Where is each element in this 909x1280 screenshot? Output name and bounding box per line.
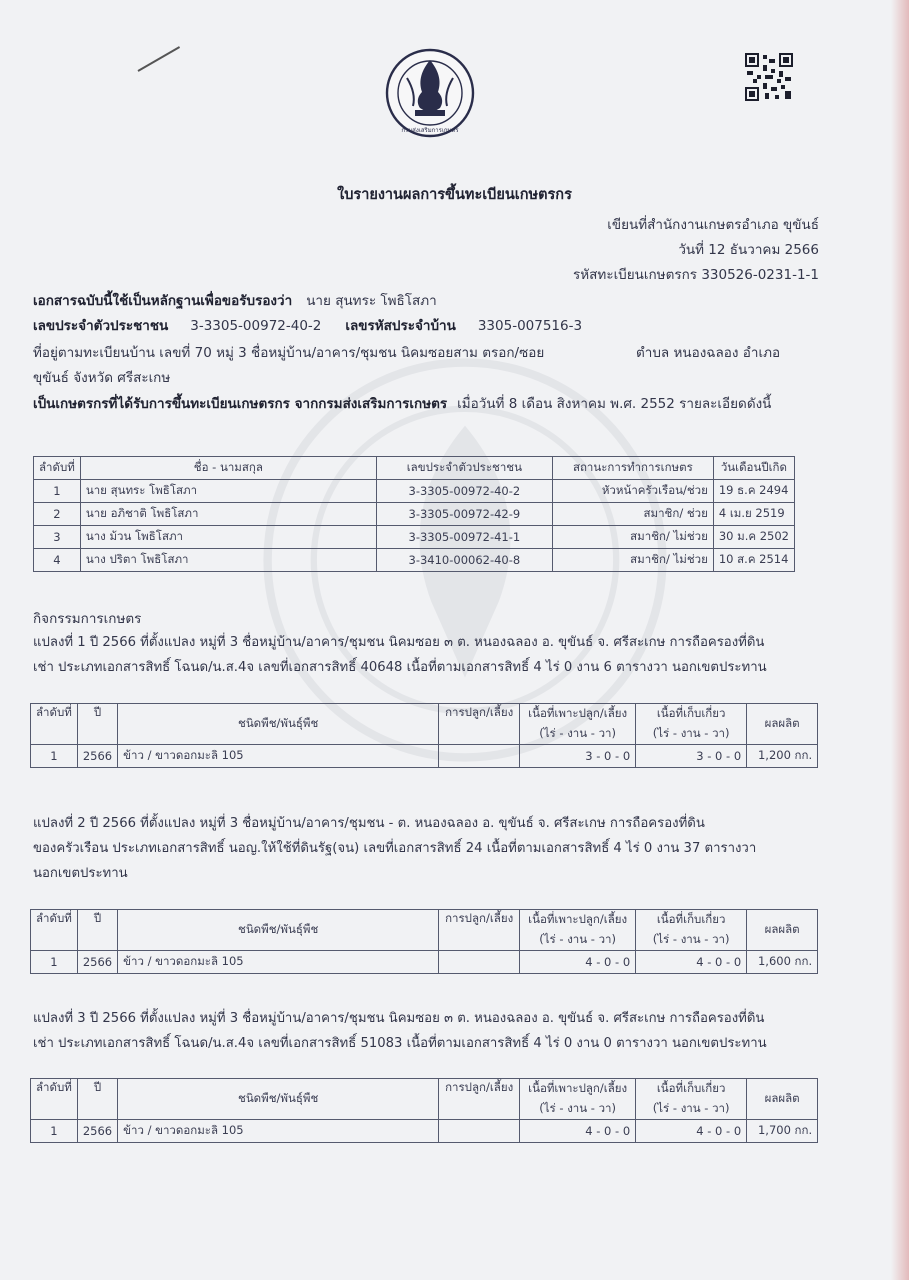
col-header: การปลูก/เลี้ยง xyxy=(439,704,520,745)
table-cell: 3 - 0 - 0 xyxy=(636,745,747,768)
unit-label: (ไร่ - งาน - วา) xyxy=(636,724,747,745)
registration-statement: เป็นเกษตรกรที่ได้รับการขึ้นทะเบียนเกษตรกร จากกรมส่งเสริมการเกษตร xyxy=(33,396,448,412)
house-code-value: 3305-007516-3 xyxy=(477,318,583,334)
table-cell: นาย สุนทระ โพธิโสภา xyxy=(80,480,376,503)
table-cell: 2566 xyxy=(77,1120,117,1143)
activities-heading: กิจกรรมการเกษตร xyxy=(33,611,142,627)
col-header: ลำดับที่ xyxy=(31,1079,78,1120)
col-header: ผลผลิต xyxy=(747,910,818,951)
table-cell: 3-3410-00062-40-8 xyxy=(376,549,552,572)
pen-mark xyxy=(138,46,181,72)
col-header: เนื้อที่เก็บเกี่ยว xyxy=(636,1079,747,1100)
col-header: ลำดับที่ xyxy=(31,704,78,745)
plot-1-line-1: แปลงที่ 1 ปี 2566 ที่ตั้งแปลง หมู่ที่ 3 ชื่อหมู่บ้าน/อาคาร/ชุมชน นิคมซอย ๓ ต. หนองฉลอง อ. ขุขันธ์ จ. ศรีสะเกษ การถือครองที่ดิน xyxy=(33,635,765,650)
address-line-2: ขุขันธ์ จังหวัด ศรีสะเกษ xyxy=(33,370,171,386)
col-header: การปลูก/เลี้ยง xyxy=(439,910,520,951)
table-cell: 1,200 กก. xyxy=(747,745,818,768)
certification-line xyxy=(33,289,437,311)
table-cell: 4 - 0 - 0 xyxy=(520,951,636,974)
col-header: เนื้อที่เพาะปลูก/เลี้ยง xyxy=(520,910,636,931)
table-cell: 1,600 กก. xyxy=(747,951,818,974)
col-header: ชื่อ - นามสกุล xyxy=(80,457,376,480)
col-header: ปี xyxy=(77,910,117,951)
registration-line xyxy=(33,392,771,414)
table-cell: 10 ส.ค 2514 xyxy=(713,549,794,572)
document-title: ใบรายงานผลการขึ้นทะเบียนเกษตรกร xyxy=(337,187,572,203)
table-cell: นาง ปริตา โพธิโสภา xyxy=(80,549,376,572)
plot-2-line-3: นอกเขตประทาน xyxy=(33,866,128,881)
table-cell: 3 xyxy=(34,526,81,549)
table-row xyxy=(31,1120,818,1143)
table-cell xyxy=(439,951,520,974)
table-cell: ข้าว / ขาวดอกมะลิ 105 xyxy=(118,1120,439,1143)
table-cell: 3 - 0 - 0 xyxy=(520,745,636,768)
table-header-row xyxy=(34,457,795,480)
table-row xyxy=(34,480,795,503)
col-header: ชนิดพืช/พันธุ์พืช xyxy=(118,1079,439,1120)
table-cell: 4 เม.ย 2519 xyxy=(713,503,794,526)
col-header: เนื้อที่เพาะปลูก/เลี้ยง xyxy=(520,704,636,725)
col-header: เนื้อที่เพาะปลูก/เลี้ยง xyxy=(520,1079,636,1100)
table-cell: 3-3305-00972-41-1 xyxy=(376,526,552,549)
plot-3-line-2: เช่า ประเภทเอกสารสิทธิ์ โฉนด/น.ส.4จ เลขที่เอกสารสิทธิ์ 51083 เนื้อที่ตามเอกสารสิทธิ์ 4 ไร่ 0 งาน 0 ตารางวา นอกเขตประทาน xyxy=(33,1036,767,1051)
col-header: ปี xyxy=(77,704,117,745)
plot-2-line-2: ของครัวเรือน ประเภทเอกสารสิทธิ์ นอญ.ให้ใช้ที่ดินรัฐ(จน) เลขที่เอกสารสิทธิ์ 24 เนื้อที่ตามเอกสารสิทธิ์ 4 ไร่ 0 งาน 37 ตารางวา xyxy=(33,841,757,856)
col-header: ผลผลิต xyxy=(747,704,818,745)
unit-label: (ไร่ - งาน - วา) xyxy=(520,1099,636,1120)
table-cell: 19 ธ.ค 2494 xyxy=(713,480,794,503)
unit-label: (ไร่ - งาน - วา) xyxy=(520,930,636,951)
table-cell: 1 xyxy=(34,480,81,503)
col-header: ลำดับที่ xyxy=(31,910,78,951)
table-cell: 2 xyxy=(34,503,81,526)
table-cell: 30 ม.ค 2502 xyxy=(713,526,794,549)
table-cell: 2566 xyxy=(77,745,117,768)
unit-label: (ไร่ - งาน - วา) xyxy=(636,930,747,951)
farmer-registration-id: รหัสทะเบียนเกษตรกร 330526-0231-1-1 xyxy=(573,267,819,283)
plot-3-line-1: แปลงที่ 3 ปี 2566 ที่ตั้งแปลง หมู่ที่ 3 ชื่อหมู่บ้าน/อาคาร/ชุมชน นิคมซอย ๓ ต. หนองฉลอง อ. ขุขันธ์ จ. ศรีสะเกษ การถือครองที่ดิน xyxy=(33,1011,765,1026)
table-cell: นาง ม้วน โพธิโสภา xyxy=(80,526,376,549)
col-header: ปี xyxy=(77,1079,117,1120)
table-row xyxy=(34,503,795,526)
table-cell: หัวหน้าครัวเรือน/ช่วย xyxy=(552,480,713,503)
registration-date: เมื่อวันที่ 8 เดือน สิงหาคม พ.ศ. 2552 รายละเอียดดังนี้ xyxy=(457,396,772,412)
table-row xyxy=(34,526,795,549)
plot-1-description xyxy=(33,630,863,680)
table-cell: สมาชิก/ ช่วย xyxy=(552,503,713,526)
date-line: วันที่ 12 ธันวาคม 2566 xyxy=(678,242,819,258)
plot-2-line-1: แปลงที่ 2 ปี 2566 ที่ตั้งแปลง หมู่ที่ 3 ชื่อหมู่บ้าน/อาคาร/ชุมชน - ต. หนองฉลอง อ. ขุขันธ์ จ. ศรีสะเกษ การถือครองที่ดิน xyxy=(33,816,705,831)
col-header: เนื้อที่เก็บเกี่ยว xyxy=(636,910,747,931)
table-cell: 1 xyxy=(31,745,78,768)
id-line xyxy=(33,314,582,336)
table-cell: 4 xyxy=(34,549,81,572)
table-cell: 2566 xyxy=(77,951,117,974)
table-row xyxy=(31,745,818,768)
table-cell: 4 - 0 - 0 xyxy=(636,1120,747,1143)
table-cell: ข้าว / ขาวดอกมะลิ 105 xyxy=(118,745,439,768)
house-code-label: เลขรหัสประจำบ้าน xyxy=(345,318,456,334)
plot-3-description xyxy=(33,1006,863,1056)
table-cell: 1 xyxy=(31,951,78,974)
table-cell: 3-3305-00972-40-2 xyxy=(376,480,552,503)
table-cell: 4 - 0 - 0 xyxy=(636,951,747,974)
col-header: ลำดับที่ xyxy=(34,457,81,480)
plot-2-description xyxy=(33,811,863,886)
table-cell xyxy=(439,745,520,768)
department-seal-icon xyxy=(385,48,475,138)
table-cell xyxy=(439,1120,520,1143)
address-subdistrict: ตำบล หนองฉลอง อำเภอ xyxy=(636,345,781,361)
table-cell: 4 - 0 - 0 xyxy=(520,1120,636,1143)
unit-label: (ไร่ - งาน - วา) xyxy=(520,724,636,745)
col-header: ผลผลิต xyxy=(747,1079,818,1120)
col-header: สถานะการทำการเกษตร xyxy=(552,457,713,480)
household-members-table xyxy=(33,456,795,572)
unit-label: (ไร่ - งาน - วา) xyxy=(636,1099,747,1120)
col-header: ชนิดพืช/พันธุ์พืช xyxy=(118,910,439,951)
certification-label: เอกสารฉบับนี้ใช้เป็นหลักฐานเพื่อขอรับรองว่า xyxy=(33,293,293,309)
qr-code-icon xyxy=(745,53,793,101)
table-cell: สมาชิก/ ไม่ช่วย xyxy=(552,549,713,572)
plot-1-line-2: เช่า ประเภทเอกสารสิทธิ์ โฉนด/น.ส.4จ เลขที่เอกสารสิทธิ์ 40648 เนื้อที่ตามเอกสารสิทธิ์ 4 ไร่ 0 งาน 6 ตารางวา นอกเขตประทาน xyxy=(33,660,767,675)
citizen-id-value: 3-3305-00972-40-2 xyxy=(190,318,322,334)
farmer-name: นาย สุนทระ โพธิโสภา xyxy=(306,293,437,309)
seal-text: กรมส่งเสริมการเกษตร xyxy=(401,127,459,134)
col-header: เนื้อที่เก็บเกี่ยว xyxy=(636,704,747,725)
table-cell: ข้าว / ขาวดอกมะลิ 105 xyxy=(118,951,439,974)
office-line: เขียนที่สำนักงานเกษตรอำเภอ ขุขันธ์ xyxy=(607,217,819,233)
table-cell: นาย อภิชาติ โพธิโสภา xyxy=(80,503,376,526)
table-cell: 1,700 กก. xyxy=(747,1120,818,1143)
table-row xyxy=(31,951,818,974)
col-header: เลขประจำตัวประชาชน xyxy=(376,457,552,480)
col-header: การปลูก/เลี้ยง xyxy=(439,1079,520,1120)
col-header: ชนิดพืช/พันธุ์พืช xyxy=(118,704,439,745)
table-cell: 1 xyxy=(31,1120,78,1143)
citizen-id-label: เลขประจำตัวประชาชน xyxy=(33,318,169,334)
plot-1-table xyxy=(30,703,818,768)
col-header: วันเดือนปีเกิด xyxy=(713,457,794,480)
plot-2-table xyxy=(30,909,818,974)
table-row xyxy=(34,549,795,572)
table-cell: สมาชิก/ ไม่ช่วย xyxy=(552,526,713,549)
table-cell: 3-3305-00972-42-9 xyxy=(376,503,552,526)
address-line-1: ที่อยู่ตามทะเบียนบ้าน เลขที่ 70 หมู่ 3 ชื่อหมู่บ้าน/อาคาร/ชุมชน นิคมซอยสาม ตรอก/ซอย xyxy=(33,345,545,361)
plot-3-table xyxy=(30,1078,818,1143)
